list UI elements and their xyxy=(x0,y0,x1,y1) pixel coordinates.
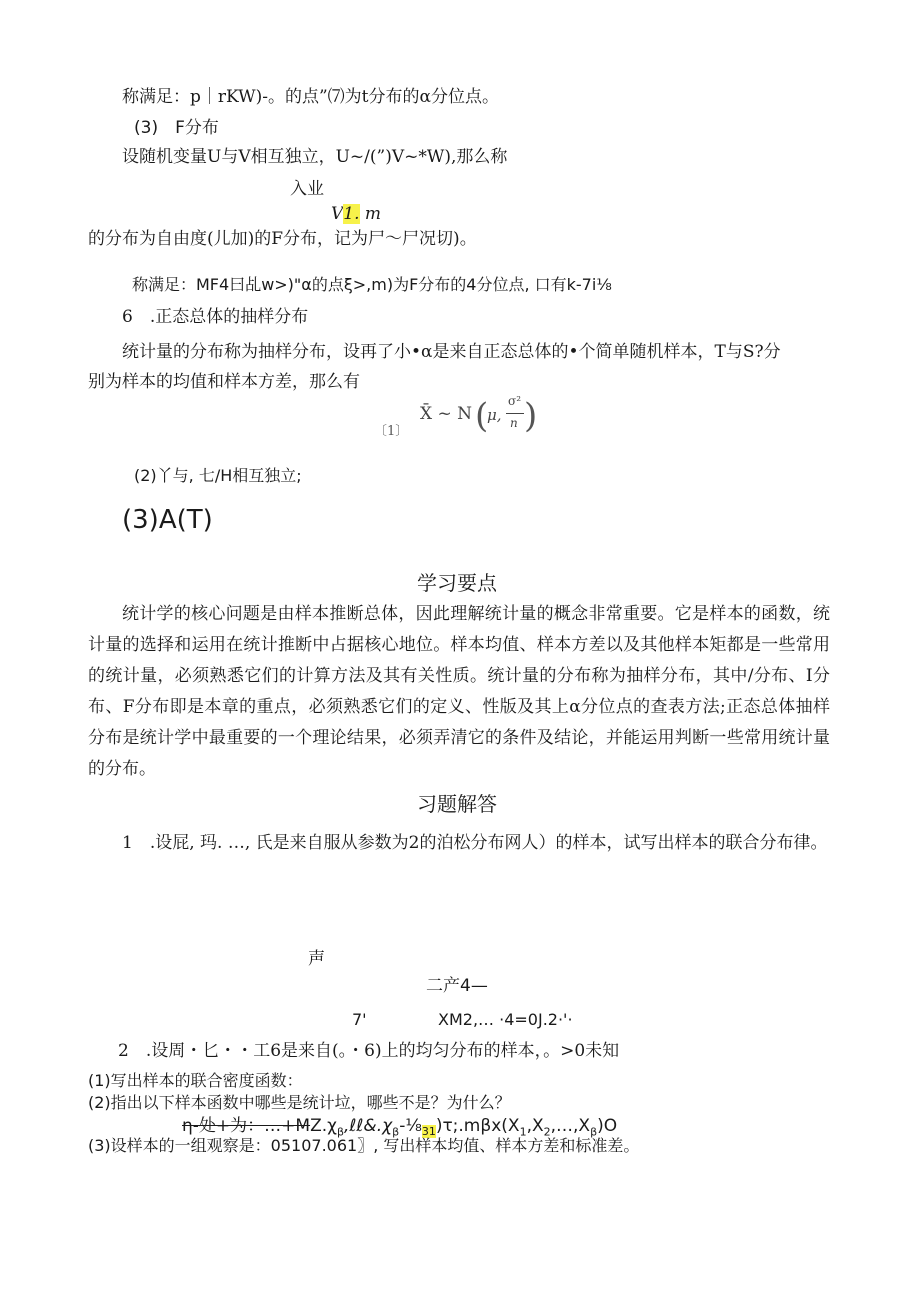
formula-sub: 1 xyxy=(519,1125,527,1139)
exercise-1-answer-b: 二产4— xyxy=(426,976,488,996)
text-line-independence: (2)丫与, 七/H相互独立; xyxy=(134,466,302,485)
formula-part: )τ;.mβx(X xyxy=(435,1116,520,1136)
formula-den-v: V xyxy=(331,204,344,224)
text-line-alpha-quantile-t: 称满足：p｜rKW)-。的点”⑺为t分布的α分位点。 xyxy=(122,87,499,107)
formula-part: -⅛ xyxy=(399,1116,422,1136)
exercise-1: 1 .设屁, 玛. …, 氏是来自服从参数为2的泊松分布网人）的样本，试写出样本的联合分布律。 xyxy=(122,833,828,853)
formula-highlight-sub: 1 xyxy=(428,1125,436,1139)
formula-strike: η-处+为：…+M xyxy=(182,1116,311,1136)
formula-n: n xyxy=(510,416,518,430)
heading-key-points: 学习要点 xyxy=(417,571,497,595)
formula-paren-left: ( xyxy=(475,396,489,436)
formula-sub: β xyxy=(392,1125,400,1139)
formula-sub: β xyxy=(590,1125,598,1139)
formula-paren-right: ) xyxy=(524,396,538,436)
exercise-2: 2 .设周・匕・・工6是来自(。・6)上的均匀分布的样本，。>0未知 xyxy=(118,1041,620,1061)
text-line-independent-uv: 设随机变量U与V相互独立，U~/(”)V~*W),那么称 xyxy=(122,147,508,167)
exercise-1-answer-c: 7' xyxy=(352,1010,367,1029)
exercise-2-part-2: (2)指出以下样本函数中哪些是统计垃，哪些不是？为什么？ xyxy=(88,1093,511,1112)
formula-part: )O xyxy=(597,1116,618,1136)
subheading-f-distribution: (3) F分布 xyxy=(134,118,219,138)
formula-part: ,…,X xyxy=(550,1116,591,1136)
paragraph-key-points: 统计学的核心问题是由样本推断总体，因此理解统计量的概念非常重要。它是样本的函数，统计量的选择和运用在统计推断中占据核心地位。样本均值、样本方差以及其他样本矩都是一些常用的统计量，必须熟悉它们的计算方法及其有关性质。统计量的分布称为抽样分布，其中/分布、I分布、F分布即是本章的重点，必须熟悉它们的定义、性版及其上α分位点的查表方法;正态总体抽样分布是统计学中最重要的一个理论结果，必须弄清它的条件及结论，并能运用判断一些常用统计量的分布。 xyxy=(88,604,830,779)
exercise-1-answer-a: 声 xyxy=(308,949,325,969)
formula-sub: 2 xyxy=(543,1125,551,1139)
formula-mu: μ, xyxy=(487,406,502,424)
formula-sub: β xyxy=(336,1125,344,1139)
formula-part: ,ℓℓ&.χ xyxy=(343,1116,393,1136)
formula-xbar-normal xyxy=(370,392,536,448)
text-line-f-distribution-def: 的分布为自由度(儿加)的F分布，记为尸〜尸况切)。 xyxy=(88,229,477,249)
formula-part: ,X xyxy=(526,1116,544,1136)
subheading-normal-sampling: 6 .正态总体的抽样分布 xyxy=(122,307,309,327)
text-line-sample-mean-variance: 别为样本的均值和样本方差，那么有 xyxy=(88,372,360,392)
formula-fraction-denominator xyxy=(331,203,381,225)
text-line-sampling-distribution: 统计量的分布称为抽样分布，设再了小•α是来自正态总体的•个简单随机样本，T与S?分 xyxy=(122,342,781,362)
formula-part: Z.χ xyxy=(310,1116,337,1136)
formula-fraction-bar xyxy=(506,413,524,414)
formula-highlight-mark: 1. xyxy=(343,204,360,224)
exercise-2-part-3: (3)设样本的一组观察是：05107.061〗, 写出样本均值、样本方差和标准差。 xyxy=(88,1136,640,1155)
text-line-item-3: (3)A(T) xyxy=(122,505,213,535)
heading-exercises: 习题解答 xyxy=(417,792,497,816)
formula-fraction-numerator: 入业 xyxy=(290,179,324,199)
text-line-alpha-quantile-f: 称满足：MF4曰乩w>)"α的点ξ>,m)为F分布的4分位点, 口有k-7i⅛ xyxy=(132,275,612,294)
formula-highlight-sub: 3 xyxy=(421,1125,429,1139)
formula-xbar: X̄ ~ N xyxy=(420,404,473,424)
formula-den-m: m xyxy=(359,204,382,224)
formula-label: 〔1〕 xyxy=(374,424,409,439)
formula-sigma: σ² xyxy=(508,394,522,408)
exercise-2-part-1: (1)写出样本的联合密度函数： xyxy=(88,1071,303,1090)
exercise-1-answer-d: XM2,… ·4=0J.2·'· xyxy=(438,1010,573,1029)
